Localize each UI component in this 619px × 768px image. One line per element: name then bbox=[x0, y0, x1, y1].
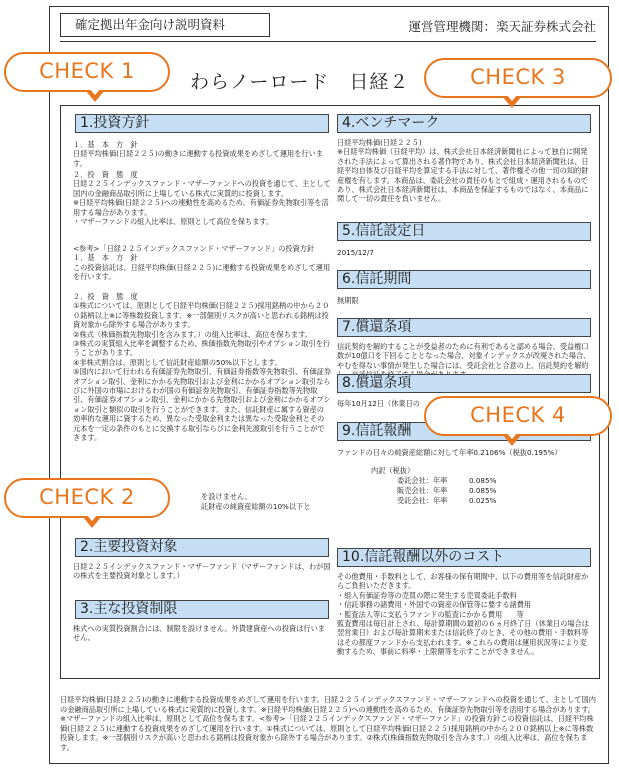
company-name: 運営管理機関：楽天証券株式会社 bbox=[408, 19, 596, 34]
reference-policy: <参考>「日経２２５インデックスファンド・マザーファンド」の投資方針 １．基 本 方 針 この投資信託は、日経平均株価(日経２２５)に連動する投資成果をめざして運用を行います。 bbox=[73, 244, 331, 282]
section-heading-trust-fee: 9.信託報酬 bbox=[337, 422, 591, 441]
section-heading-establishment-date: 5.信託設定日 bbox=[337, 222, 591, 241]
fee-row-label: 委託会社：年率 bbox=[397, 476, 448, 485]
section-heading-redemption-2: 8.償還条項 bbox=[337, 374, 591, 393]
other-costs-text: その他費用・手数料として、お客様の保有期間中、以下の費用等を信託財産からご負担いただきます。 ・組入有価証券等の売買の際に発生する売買委託手数料 ・信託事務の諸費用・外国での資産の保管等に要する諸費用 ・監査法人等に支払うファンドの監査にかかる費用 等 監査費用は毎日計上され、毎計算期間の最初の６ヵ月終了日（休業日の場合は翌営業日）および毎計算期末または信託終了のとき、その他の費用・手数料等はその都度ファンドから支払われます。※これらの費用は運用状況等により変動するため、事前に料率・上限額等を示すことができません。 bbox=[337, 572, 589, 657]
section-heading-investment-limits: 3.主な投資制限 bbox=[75, 600, 329, 619]
doc-label: 確定拠出年金向け説明資料 bbox=[60, 13, 270, 37]
investment-policy-basic: １．基 本 方 針 日経平均株価(日経２２５)の動きに連動する投資成果をめざして運用を行います。 bbox=[73, 140, 323, 168]
check-4-callout: CHECK 4 bbox=[424, 396, 612, 436]
check-3-callout: CHECK 3 bbox=[424, 58, 612, 98]
section-heading-trust-period: 6.信託期間 bbox=[337, 270, 591, 289]
callout-tail bbox=[503, 435, 521, 446]
document-page bbox=[49, 6, 609, 764]
main-investment-text: 日経２２５インデックスファンド・マザーファンド（マザーファンドは、わが国の株式を主要投資対象とします。） bbox=[73, 562, 331, 581]
fee-row-label: 販売会社：年率 bbox=[397, 486, 448, 495]
trust-period: 無期限 bbox=[337, 296, 359, 305]
establishment-date: 2015/12/7 bbox=[337, 248, 374, 257]
section-heading-benchmark: 4.ベンチマーク bbox=[337, 114, 591, 133]
reference-attitude: ２．投 資 態 度 ①株式については、原則として日経平均株価(日経２２５)採用銘柄の中から２００銘柄以上※に等株数投資します。※一部個別リスクが高いと思われる銘柄は投資対象から除外する場合があります。 ②株式（株価指数先物取引を含みます。）の組入比率は、高位を保ちます。 ③株式の実質組入比率を調整するため、株価指数先物取引やオプション取引を行うことがあります。 ④非株式割合は、原則として信託財産総額の50%以下とします。 ⑤国内において行われる有価証券先物取引、有価証券指数等先物取引、有価証券オプション取引、金利にかかる先物取引および金利にかかるオプション取引ならびに外国の市場におけるわが国の有価証券先物取引、有価証券指数等先物取引、有価証券オプション取引、金利にかかる先物取引および金利にかかるオプション取引と類似の取引を行うことができます。また、信託財産に属する資産の効率的な運用に資するため、異なった受取金利または異なった受取金利とその元本を一定の条件のもとに交換する取引ならびに金利先渡取引を行うことができます。 bbox=[73, 292, 332, 443]
section-heading-redemption: 7.償還条項 bbox=[337, 318, 591, 337]
fee-row-value: 0.025% bbox=[469, 496, 497, 505]
redemption-2-text: 毎年10月12日（休業日の bbox=[337, 399, 420, 408]
policy-tail-1: を設けません。 bbox=[201, 492, 252, 501]
fee-breakdown-title: 内訳（税抜） bbox=[371, 466, 415, 475]
section-heading-investment-policy: 1.投資方針 bbox=[75, 114, 329, 133]
callout-tail bbox=[503, 97, 521, 108]
section-heading-other-costs: 10.信託報酬以外のコスト bbox=[337, 548, 591, 567]
investment-limits-text: 株式への実質投資割合には、制限を設けません。外貨建資産への投資は行いません。 bbox=[73, 624, 325, 643]
divider bbox=[60, 41, 596, 42]
footer-summary: 日経平均株価(日経２２５)の動きに連動する投資成果をめざして運用を行います。日経２２５インデックスファンド・マザーファンドへの投資を通じて、主として国内の金融商品取引所に上場している株式に実質的に投資します。※日経平均株価(日経２２５)への連動性を高めるため、有価証券先物取引等を活用する場合があります。※マザーファンドの組入比率は、原則として高位を保ちます。<参考>「日経２２５インデックスファンド・マザーファンド」の投資方針この投資信託は、日経平均株価(日経２２５)に連動する投資成果をめざして運用を行います。①株式については、原則として日経平均株価(日経２２５)採用銘柄の中から２００銘柄以上※に等株数投資します。※一部個別リスクが高いと思われる銘柄は投資対象から除外する場合があります。②株式(株価指数先物取引を含みます。）の組入比率は、高位を保ちます。 bbox=[60, 695, 596, 752]
callout-tail bbox=[86, 91, 104, 102]
trust-fee-text: ファンドの日々の純資産総額に対して年率0.2106%（税抜0.195%） bbox=[337, 448, 562, 457]
fund-title: わらノーロード 日経２ bbox=[190, 71, 410, 93]
policy-tail-2: 託財産の純資産総額の10%以下と bbox=[201, 502, 311, 511]
benchmark-text: 日経平均株価(日経２２５) ※日経平均株価（日経平均）は、株式会社日本経済新聞社によって独自に開発された手法によって算出される著作物であり、株式会社日本経済新聞社は、日経平均自体及び日経平均を算定する手法に対して、著作権その他一切の知的財産権を有します。本商品は、委託会社の責任のもとで組成・運用されるものであり、株式会社日本経済新聞社は、本商品を保証するものではなく、本商品に関して一切の責任を負いません。 bbox=[337, 138, 589, 204]
callout-tail bbox=[83, 517, 101, 528]
check-1-callout: CHECK 1 bbox=[4, 52, 170, 92]
investment-policy-attitude: ２．投 資 態 度 日経２２５インデックスファンド・マザーファンドへの投資を通じて、主として国内の金融商品取引所に上場している株式に実質的に投資します。 ※日経平均株価(日経２２５)への連動性を高めるため、有価証券先物取引等を活用する場合があります。 ・マザーファンドの組入比率は、原則として高位を保ちます。 bbox=[73, 170, 331, 227]
fee-row-value: 0.085% bbox=[469, 476, 497, 485]
check-2-callout: CHECK 2 bbox=[4, 478, 170, 518]
main-content-box bbox=[60, 105, 600, 679]
fee-row-label: 受託会社：年率 bbox=[397, 496, 448, 505]
fee-row-value: 0.085% bbox=[469, 486, 497, 495]
redemption-text: 信託契約を解約することが受益者のために有利であると認める場合、受益権口数が10億口を下回ることとなった場合、対象インデックスが改廃された場合、やむを得ない事情が発生した場合には、受託会社と合意の上、信託契約を解約 bbox=[337, 342, 591, 370]
section-heading-main-investment: 2.主要投資対象 bbox=[75, 538, 329, 557]
